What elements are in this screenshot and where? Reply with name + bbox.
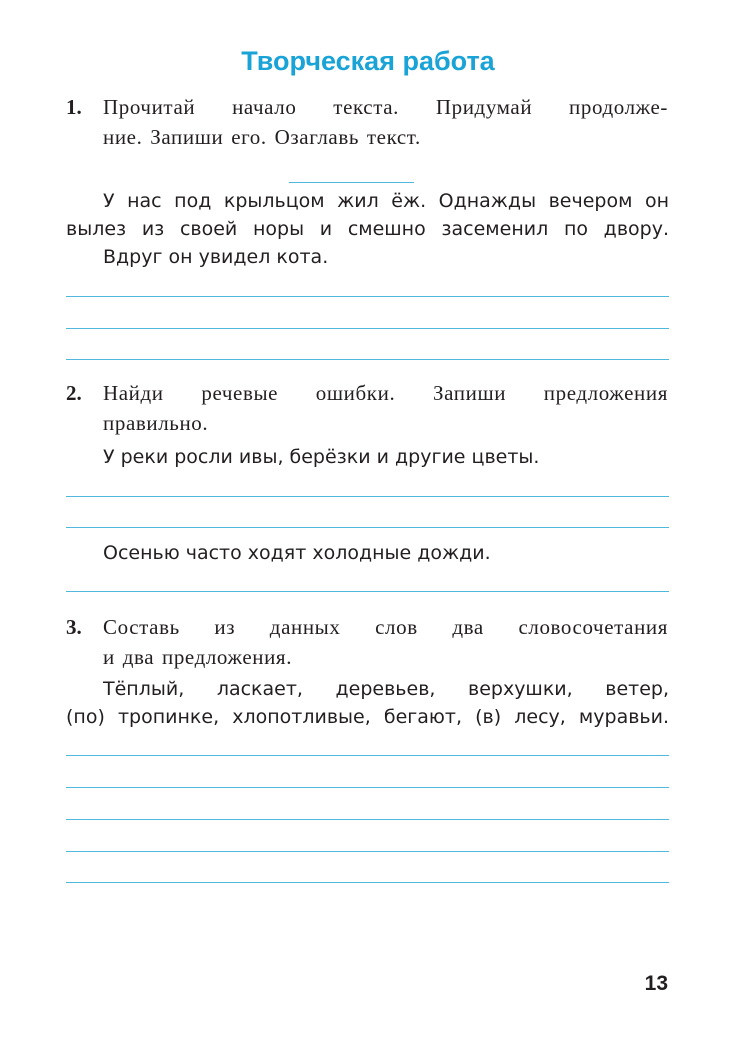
task-3-number: 3. xyxy=(66,615,82,639)
page-title: Творческая работа xyxy=(241,46,495,76)
task-3-instruction xyxy=(103,612,668,672)
task-1-text-line-2: вылез из своей норы и смешно засеменил по двору. xyxy=(66,218,669,240)
page-number: 13 xyxy=(644,972,668,995)
task-2-instruction-line-1: Найди речевые ошибки. Запиши предложения xyxy=(103,381,668,405)
task-1-text-line-1: У нас под крыльцом жил ёж. Однажды вечером он xyxy=(103,190,669,212)
title-write-line xyxy=(289,182,414,183)
writing-line xyxy=(66,851,669,852)
writing-line xyxy=(66,328,669,329)
task-2-sentence-2: Осенью часто ходят холодные дожди. xyxy=(103,542,491,564)
writing-line xyxy=(66,819,669,820)
task-2-number: 2. xyxy=(66,381,82,405)
task-3-text-line-2: (по) тропинке, хлопотливые, бегают, (в) лесу, муравьи. xyxy=(66,706,669,728)
task-3-instruction-line-1: Составь из данных слов два словосочетания xyxy=(103,615,668,639)
writing-line xyxy=(66,496,669,497)
writing-line xyxy=(66,296,669,297)
writing-line xyxy=(66,527,669,528)
task-1-instruction-line-1: Прочитай начало текста. Придумай продолже- xyxy=(103,95,668,119)
task-2-sentence-1: У реки росли ивы, берёзки и другие цветы. xyxy=(103,446,540,468)
task-3-text-line-1: Тёплый, ласкает, деревьев, верхушки, ветер, xyxy=(103,678,669,700)
task-1-instruction-line-2: ние. Запиши его. Озаглавь текст. xyxy=(103,125,421,149)
task-2-instruction-line-2: правильно. xyxy=(103,411,209,435)
task-2-instruction xyxy=(103,378,668,438)
writing-line xyxy=(66,787,669,788)
task-1-number: 1. xyxy=(66,95,82,119)
task-1-text-line-3: Вдруг он увидел кота. xyxy=(103,246,329,268)
writing-line xyxy=(66,591,669,592)
task-1-instruction xyxy=(103,92,668,152)
task-3-instruction-line-2: и два предложения. xyxy=(103,645,293,669)
writing-line xyxy=(66,882,669,883)
writing-line xyxy=(66,359,669,360)
writing-line xyxy=(66,755,669,756)
